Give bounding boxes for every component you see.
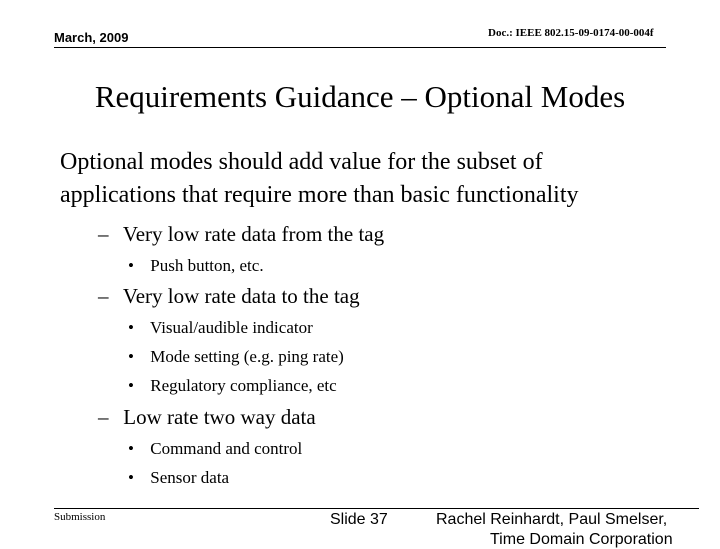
section-2 — [98, 284, 360, 309]
section-2-item-3: • Regulatory compliance, etc — [128, 376, 337, 395]
footer-rule — [54, 508, 699, 509]
section-1-text: Very low rate data from the tag — [122, 222, 385, 246]
section-1 — [98, 222, 384, 247]
section-3-text: Low rate two way data — [123, 405, 316, 429]
bullet-marker: • — [128, 347, 134, 366]
bullet-marker: • — [128, 439, 134, 458]
bullet-marker: • — [128, 376, 134, 395]
footer-authors-line-2: Time Domain Corporation — [490, 531, 673, 548]
section-2-text: Very low rate data to the tag — [122, 284, 360, 308]
intro-line-1: Optional modes should add value for the subset of — [60, 149, 543, 175]
bullet-marker: • — [128, 318, 134, 337]
section-2-item-2: • Mode setting (e.g. ping rate) — [128, 347, 344, 366]
dash-marker: – — [98, 405, 109, 429]
footer-authors: Rachel Reinhardt, Paul Smelser, — [436, 511, 668, 528]
dash-marker: – — [98, 284, 109, 308]
section-2-item-1: • Visual/audible indicator — [128, 318, 313, 337]
footer-submission: Submission — [54, 511, 106, 523]
section-3-item-2: • Sensor data — [128, 468, 230, 487]
section-3 — [98, 405, 316, 430]
header-rule — [54, 47, 666, 48]
footer-slide-number: Slide 37 — [330, 511, 388, 528]
header-doc-id: Doc.: IEEE 802.15-09-0174-00-004f — [488, 27, 654, 39]
section-3-item-1: • Command and control — [128, 439, 303, 458]
header-date: March, 2009 — [54, 30, 129, 45]
slide-body — [60, 146, 579, 212]
intro-line-2: applications that require more than basic functionality — [60, 182, 579, 208]
bullet-marker: • — [128, 468, 134, 487]
dash-marker: – — [98, 222, 109, 246]
bullet-marker: • — [128, 256, 134, 275]
slide-title: Requirements Guidance – Optional Modes — [94, 79, 626, 114]
section-1-item-1: • Push button, etc. — [128, 256, 264, 275]
